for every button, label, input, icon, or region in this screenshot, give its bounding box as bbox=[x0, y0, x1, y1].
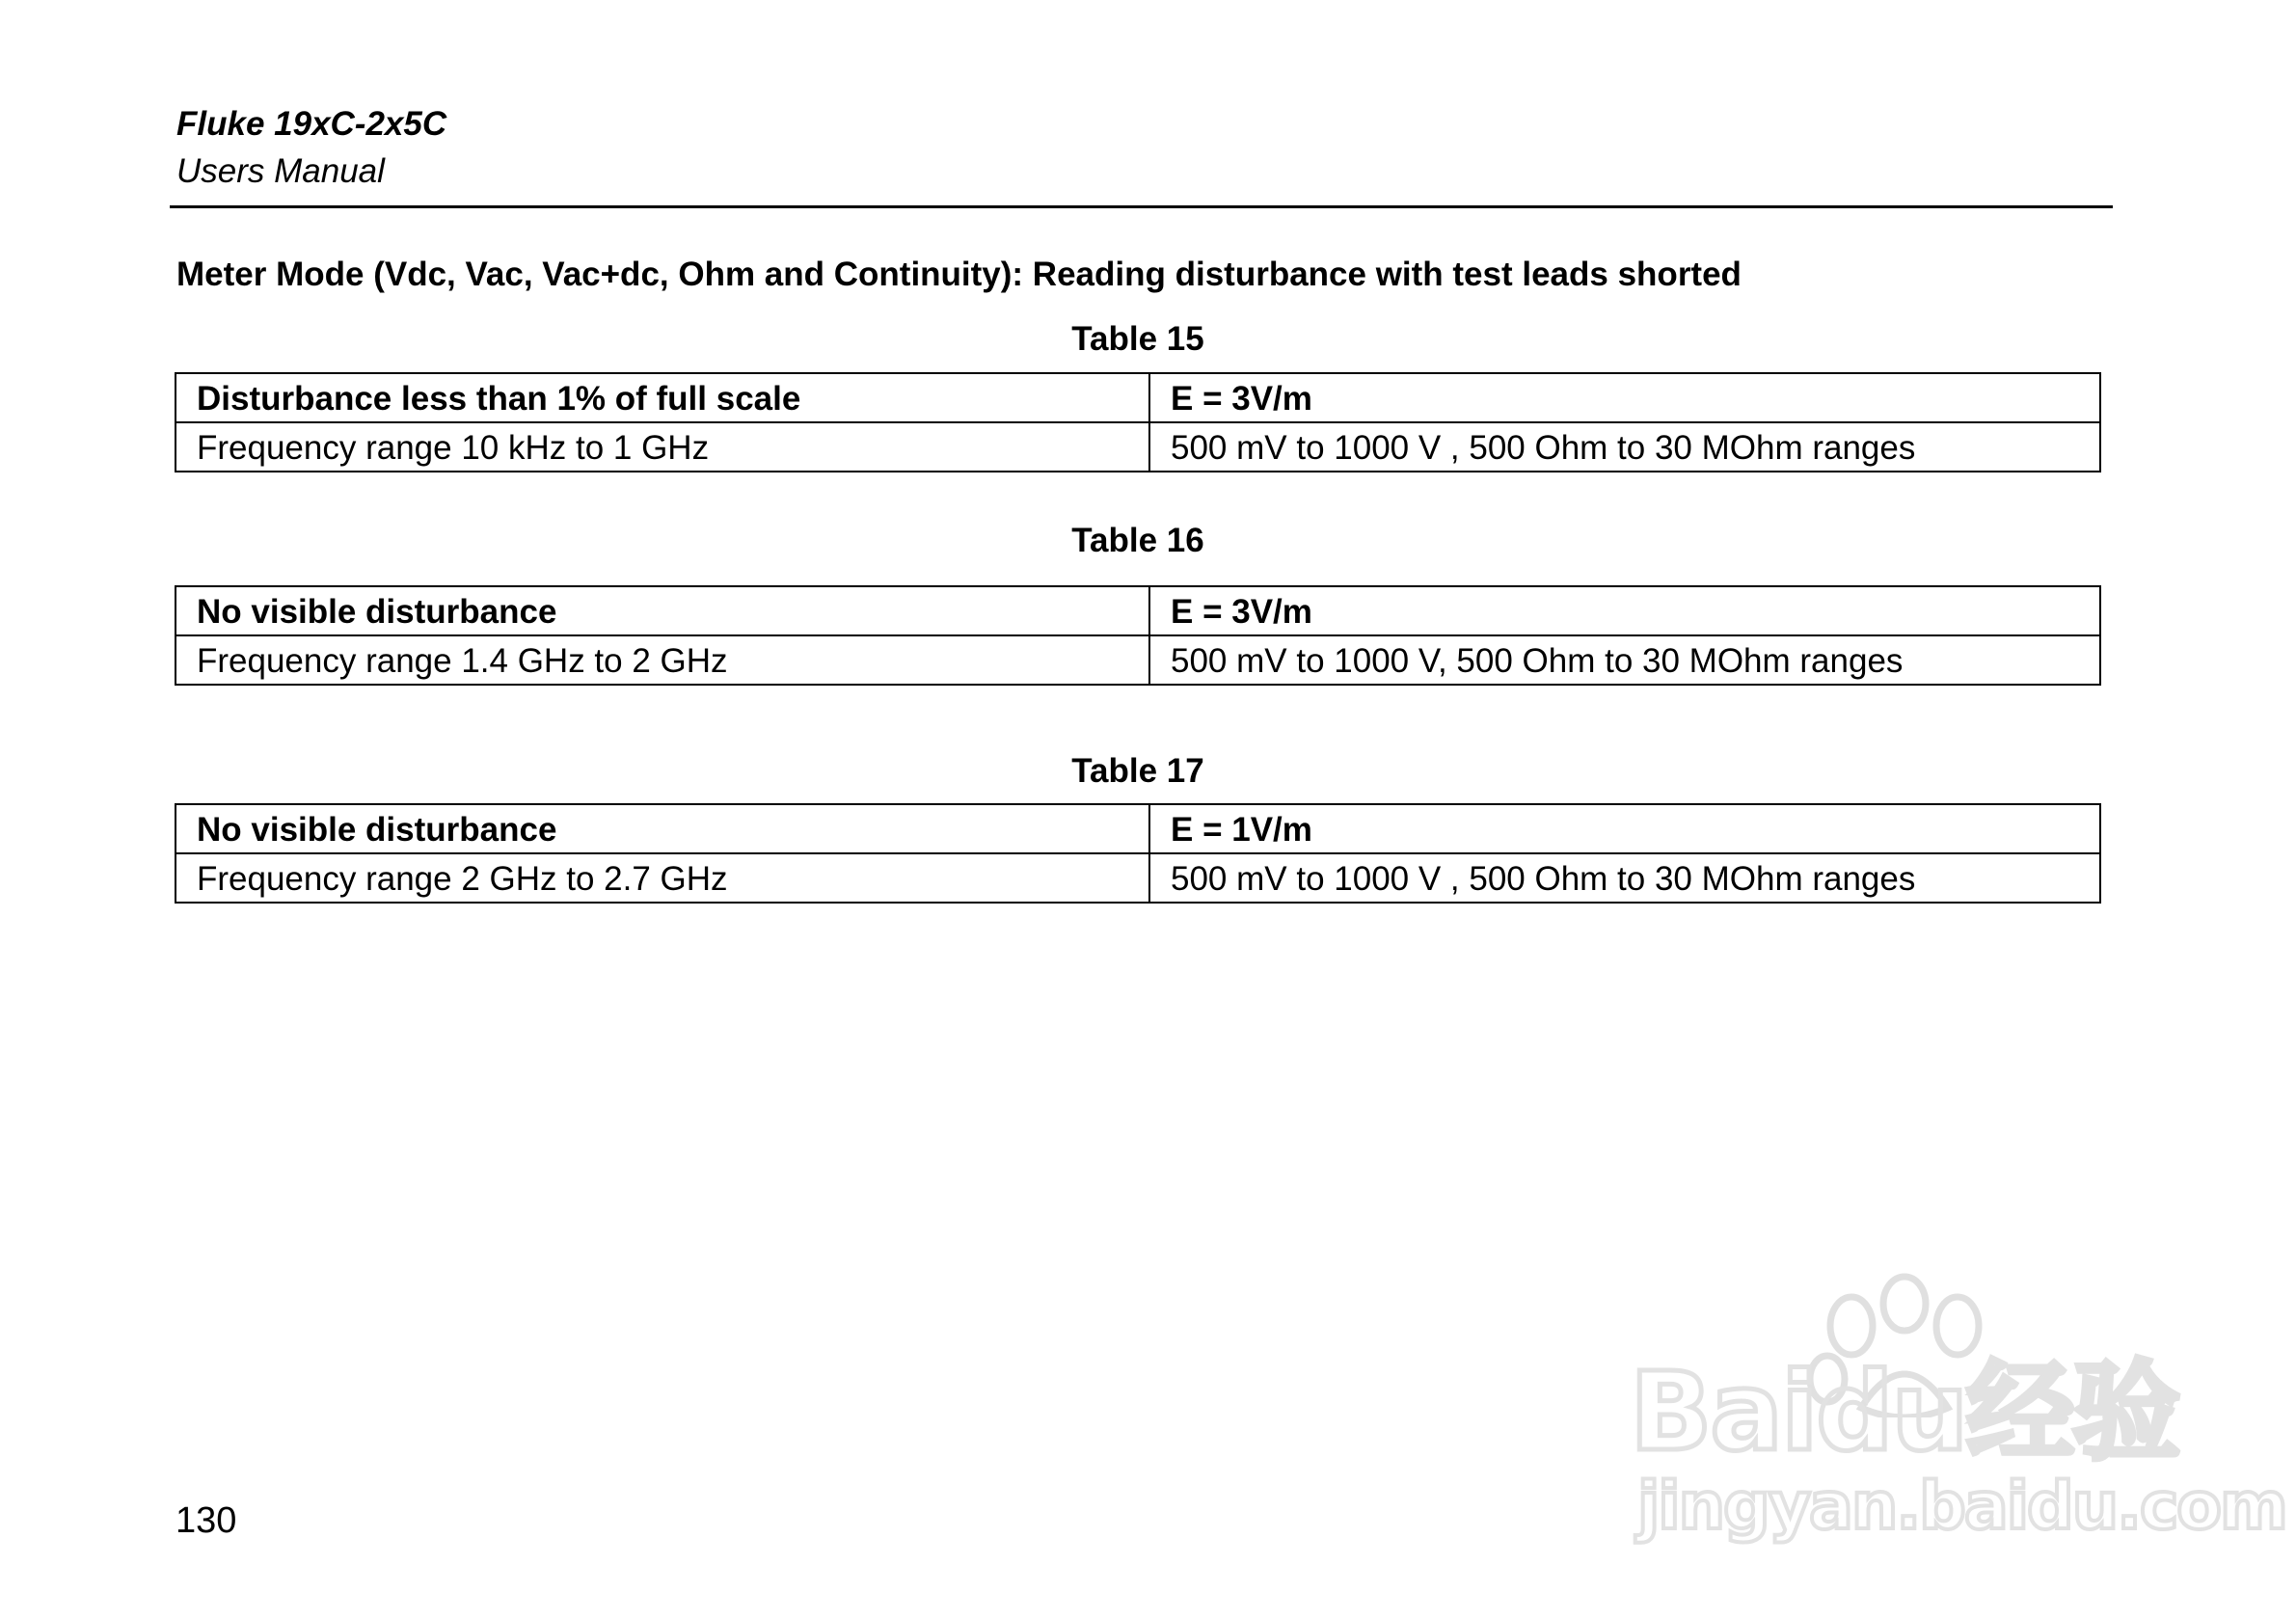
table-header-cell: E = 3V/m bbox=[1149, 586, 2100, 635]
table-cell: 500 mV to 1000 V , 500 Ohm to 30 MOhm ranges bbox=[1149, 853, 2100, 903]
table-row bbox=[176, 422, 2100, 472]
table-cell: 500 mV to 1000 V, 500 Ohm to 30 MOhm ranges bbox=[1149, 635, 2100, 685]
table-cell: 500 mV to 1000 V , 500 Ohm to 30 MOhm ranges bbox=[1149, 422, 2100, 472]
baidu-watermark bbox=[1630, 1273, 2286, 1545]
watermark-url: jingyan.baidu.com bbox=[1637, 1469, 2286, 1545]
table-17 bbox=[175, 803, 2101, 904]
table-cell: Frequency range 10 kHz to 1 GHz bbox=[176, 422, 1149, 472]
table-header-cell: No visible disturbance bbox=[176, 586, 1149, 635]
table-cell: Frequency range 2 GHz to 2.7 GHz bbox=[176, 853, 1149, 903]
header-rule bbox=[170, 205, 2113, 208]
page-number: 130 bbox=[176, 1500, 237, 1541]
table-16 bbox=[175, 585, 2101, 686]
table-15-caption: Table 15 bbox=[1071, 320, 1204, 358]
manual-title: Fluke 19xC-2x5C bbox=[176, 105, 447, 143]
table-header-cell: Disturbance less than 1% of full scale bbox=[176, 373, 1149, 422]
table-row bbox=[176, 635, 2100, 685]
table-header-row bbox=[176, 373, 2100, 422]
watermark-logo: Baidu经验 bbox=[1630, 1350, 2179, 1475]
table-header-cell: E = 3V/m bbox=[1149, 373, 2100, 422]
table-row bbox=[176, 853, 2100, 903]
table-16-caption: Table 16 bbox=[1071, 522, 1204, 559]
table-cell: Frequency range 1.4 GHz to 2 GHz bbox=[176, 635, 1149, 685]
section-heading: Meter Mode (Vdc, Vac, Vac+dc, Ohm and Continuity): Reading disturbance with test leads shorted bbox=[176, 256, 1742, 293]
manual-subtitle: Users Manual bbox=[176, 152, 385, 190]
table-17-caption: Table 17 bbox=[1071, 752, 1204, 790]
table-header-cell: No visible disturbance bbox=[176, 804, 1149, 853]
table-header-row bbox=[176, 804, 2100, 853]
table-header-cell: E = 1V/m bbox=[1149, 804, 2100, 853]
table-header-row bbox=[176, 586, 2100, 635]
table-15 bbox=[175, 372, 2101, 472]
